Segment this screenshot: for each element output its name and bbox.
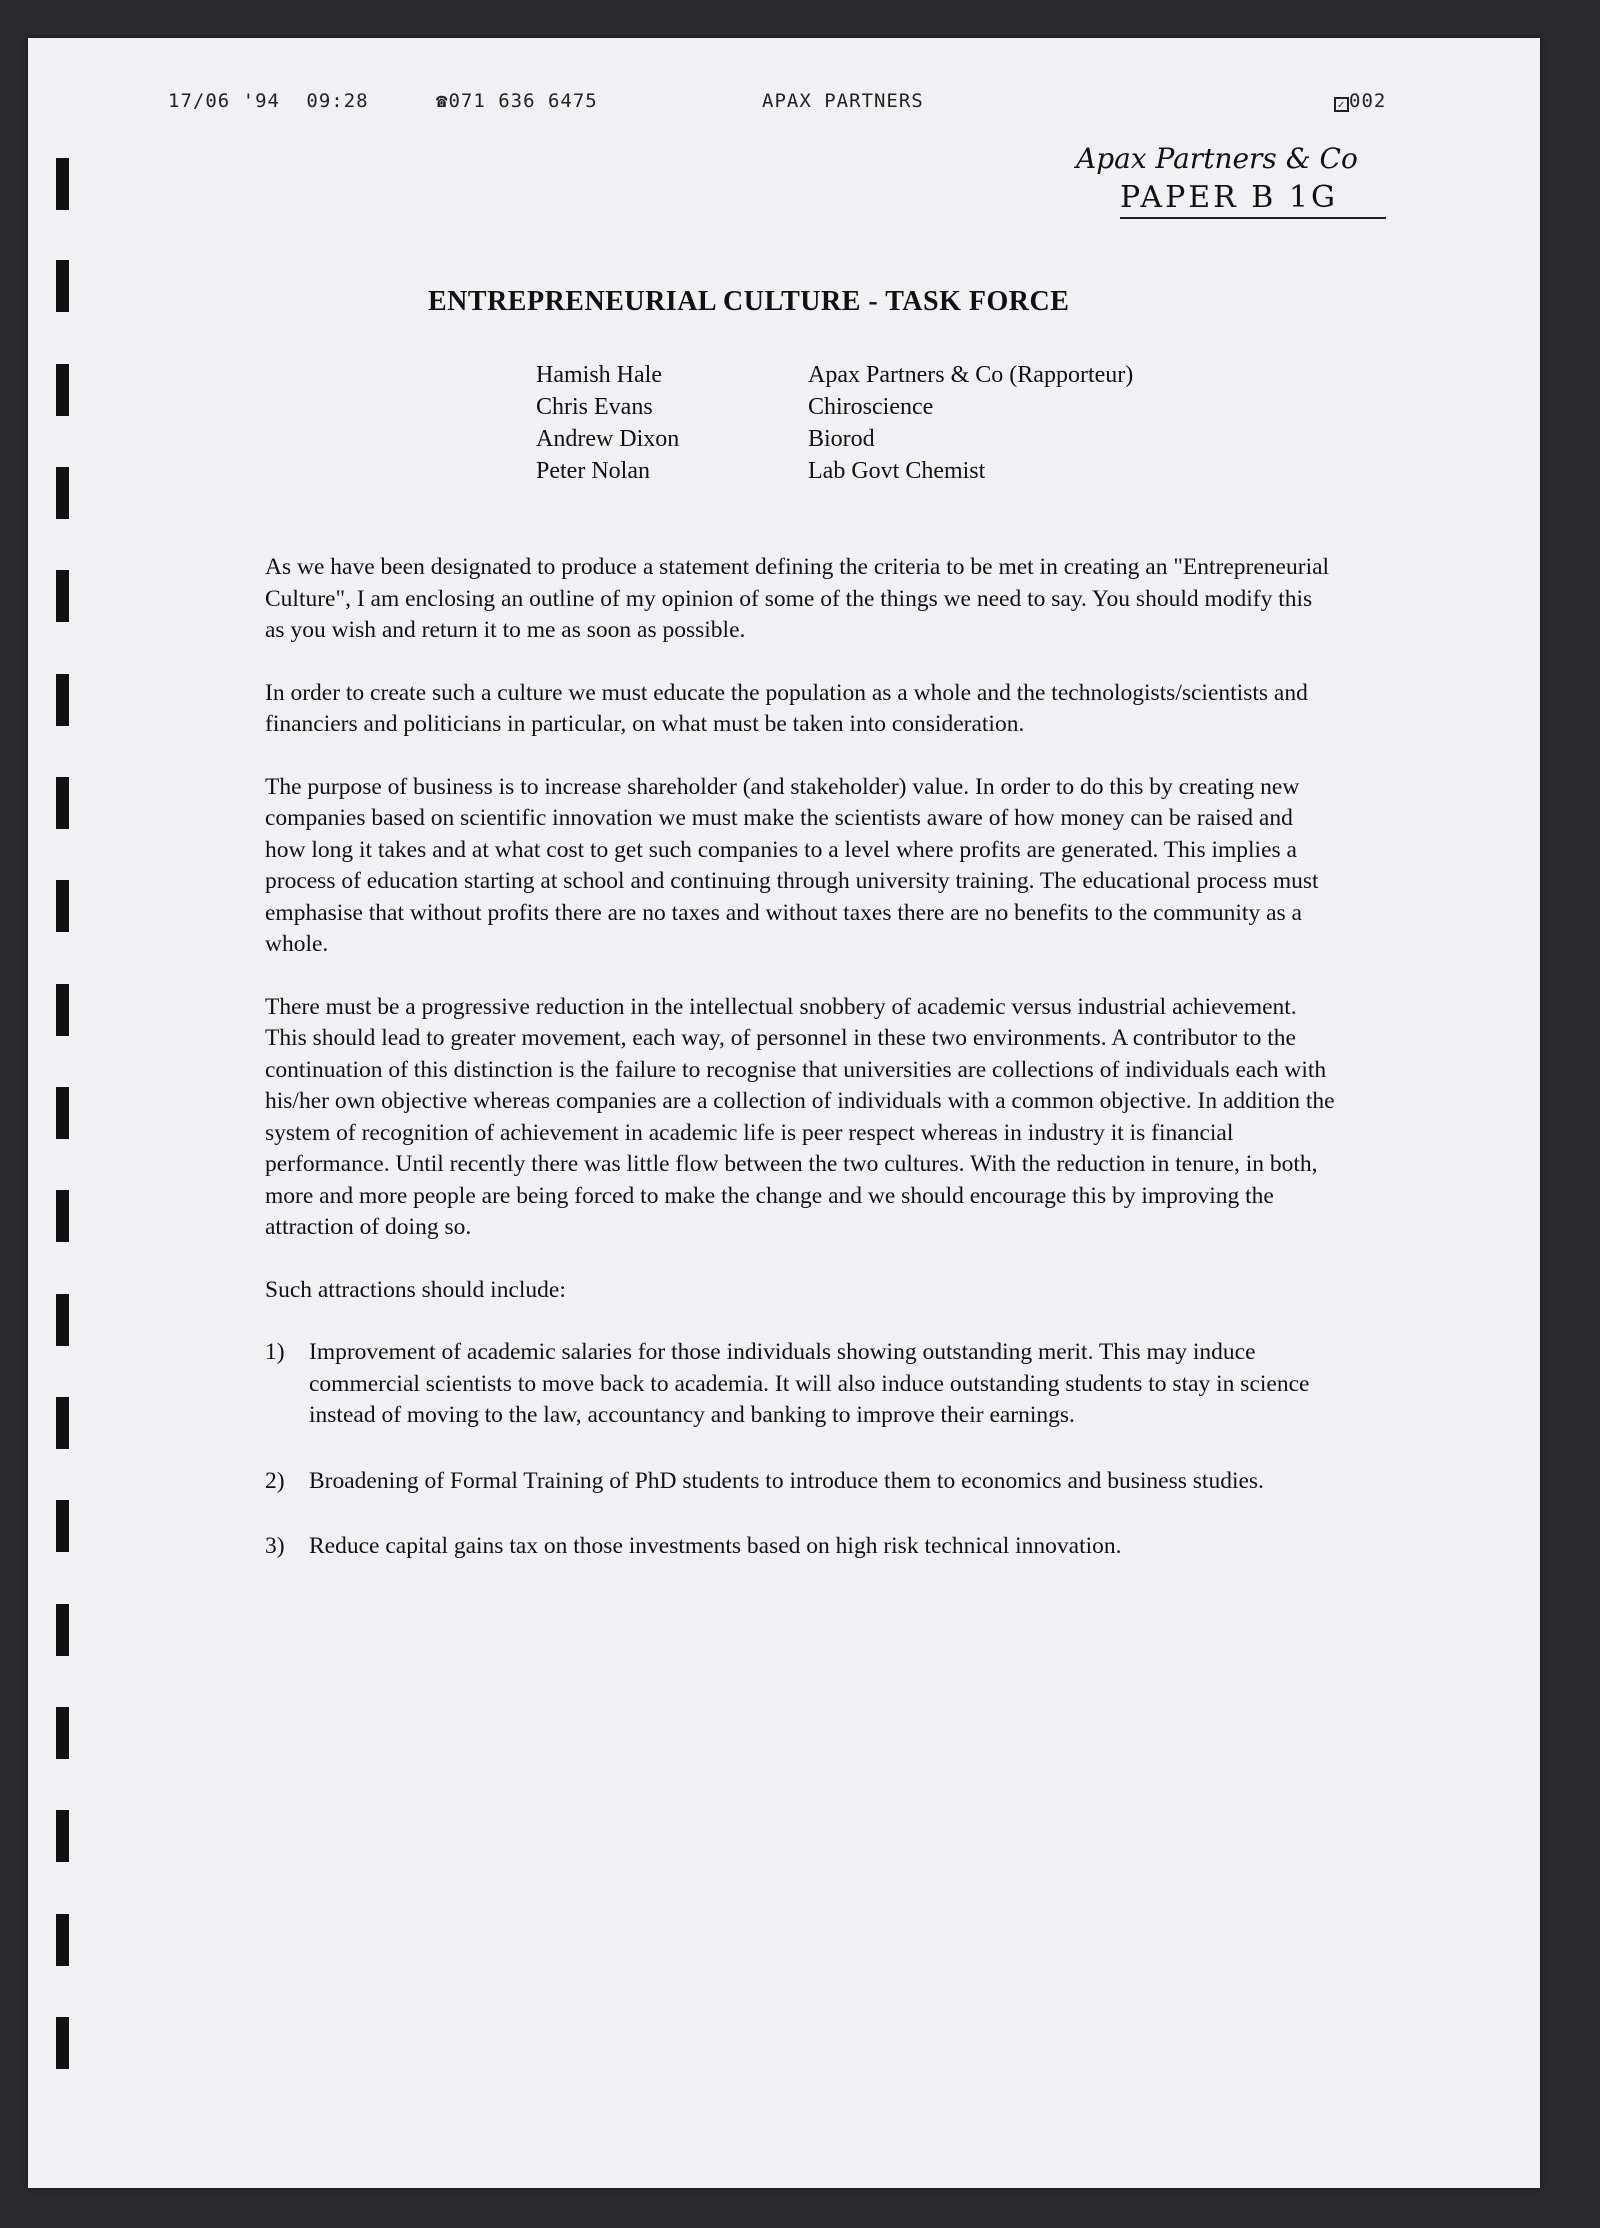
punch-hole: [56, 880, 69, 932]
punch-hole: [56, 1810, 69, 1862]
member-name: Andrew Dixon: [536, 426, 680, 452]
list-item-number: 2): [265, 1467, 285, 1494]
telephone-icon: ☎: [436, 90, 449, 112]
punch-hole: [56, 260, 69, 312]
member-name: Hamish Hale: [536, 362, 662, 388]
punch-hole: [56, 1087, 69, 1139]
punch-hole: [56, 158, 69, 210]
body-paragraph: As we have been designated to produce a statement defining the criteria to be met in creating an "Entrepreneurial Culture", I am enclosing an outline of my opinion of some of the things we need to say. You should modify this as you wish and return it to me as soon as possible.: [265, 554, 1330, 643]
document-title: ENTREPRENEURIAL CULTURE - TASK FORCE: [428, 286, 1070, 317]
attractions-list: [265, 1337, 1335, 1563]
punch-hole: [56, 777, 69, 829]
punch-hole: [56, 1397, 69, 1449]
punch-hole: [56, 1190, 69, 1242]
body-paragraph: Such attractions should include:: [265, 1276, 566, 1303]
list-item-text: Reduce capital gains tax on those investments based on high risk technical innovation.: [309, 1533, 1122, 1559]
member-organisation: Chiroscience: [808, 394, 934, 420]
punch-hole: [56, 674, 69, 726]
list-item-number: 3): [265, 1533, 285, 1559]
member-organisation: Lab Govt Chemist: [808, 458, 986, 484]
document-page: [28, 38, 1540, 2188]
punch-hole: [56, 364, 69, 416]
list-item-text: Improvement of academic salaries for those individuals showing outstanding merit. This may induce commercial scientists to move back to academia. It will also induce outstanding students to stay in science instead of moving to the law, accountancy and banking to improve their earnings.: [309, 1339, 1310, 1428]
punch-hole: [56, 467, 69, 519]
binder-punch-holes: [56, 118, 78, 2118]
list-item-number: 1): [265, 1339, 285, 1365]
fax-page-number: 002: [1349, 90, 1387, 112]
paper-reference-annotation: PAPER B 1G: [1120, 180, 1386, 219]
list-item: [265, 1337, 1335, 1432]
member-name: Peter Nolan: [536, 458, 650, 484]
punch-hole: [56, 1707, 69, 1759]
punch-hole: [56, 2017, 69, 2069]
member-organisation: Apax Partners & Co (Rapporteur): [808, 362, 1134, 388]
fax-sender: APAX PARTNERS: [762, 90, 924, 112]
fax-phone-number: 071 636 6475: [448, 90, 598, 112]
body-paragraph: The purpose of business is to increase shareholder (and stakeholder) value. In order to do this by creating new companies based on scientific innovation we must make the scientists aware of how money can be raised and how long it takes and at what cost to get such companies to a level where profits are generated. This implies a process of education starting at school and continuing through university training. The educational process must emphasise that without profits there are no taxes and without taxes there are no benefits to the community as a whole.: [265, 773, 1319, 957]
document-body: [265, 552, 1335, 1597]
punch-hole: [56, 1500, 69, 1552]
body-paragraph: There must be a progressive reduction in the intellectual snobbery of academic versus industrial achievement. This should lead to greater movement, each way, of personnel in these two environments. A contributor to the continuation of this distinction is the failure to recognise that universities are collections of individuals each with his/her own objective whereas companies are a collection of individuals with a common objective. In addition the system of recognition of achievement in academic life is peer respect whereas in industry it is financial performance. Until recently there was little flow between the two cultures. With the reduction in tenure, in both, more and more people are being forced to make the change and we should encourage this by improving the attraction of doing so.: [265, 993, 1335, 1240]
punch-hole: [56, 570, 69, 622]
company-annotation: Apax Partners & Co: [1076, 142, 1358, 175]
punch-hole: [56, 1914, 69, 1966]
fax-page: [1334, 90, 1386, 112]
member-name: Chris Evans: [536, 394, 653, 420]
list-item-text: Broadening of Formal Training of PhD students to introduce them to economics and business studies.: [309, 1467, 1264, 1494]
fax-date: 17/06 '94: [168, 90, 280, 112]
fax-phone: [436, 90, 598, 112]
punch-hole: [56, 984, 69, 1036]
member-organisation: Biorod: [808, 426, 875, 452]
fax-page-icon: ✓: [1334, 97, 1349, 112]
punch-hole: [56, 1604, 69, 1656]
fax-datetime: [168, 90, 369, 112]
punch-hole: [56, 1294, 69, 1346]
fax-time: 09:28: [306, 90, 369, 112]
body-paragraph: In order to create such a culture we must educate the population as a whole and the technologists/scientists and financiers and politicians in particular, on what must be taken into consideration.: [265, 679, 1308, 737]
list-item: [265, 1466, 1335, 1498]
list-item: [265, 1531, 1335, 1563]
